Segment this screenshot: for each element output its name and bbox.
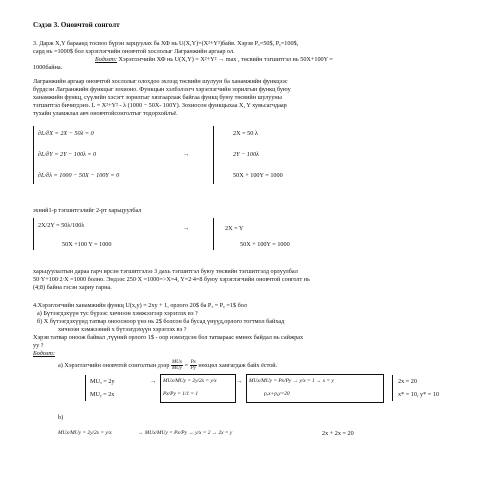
p2-line-3: ханамжийн функц, сүүлийн хэсэгт зорилгыг хязгаарлаж байгаа функц буюу төсвийн шулууны xyxy=(33,94,282,101)
system1-left-brace xyxy=(33,126,34,184)
a-step1-1: MUx/MUy = 2y/2x = y/x xyxy=(163,378,217,384)
p3-line-1: харьцуулалтын дараа гарч ирсэн тэгшитгэлээ 3 дахь тэгшитгэл буюу төсвийн тэгшитгэлд орлуулбал xyxy=(33,268,298,275)
a-line: а) Хэрэглэгчийн оновчтой сонголтын дээр xyxy=(58,361,170,369)
section-heading: Сэдэв 3. Оновчтой сонголт xyxy=(33,21,120,29)
system1-right-brace xyxy=(213,126,214,184)
p3-line-2: 50∙Y+100∙2∙X =1000 болно. Эндээс 250∙X =1000=>X=4, Y=2∙4=8 буюу хэрэглэгчийн оновчтой сонголт нь xyxy=(33,276,310,283)
a-result-1: 2x = 20 xyxy=(398,378,417,385)
bodolt2-label: Бодолт: xyxy=(33,350,55,357)
a-mu-2: MUᵧ = 2x xyxy=(90,391,115,398)
a-step1-2: Px/Py = 1/1 = 1 xyxy=(163,391,199,397)
p2-line-2: бүрдсэн Лагранжийн функцыг зохионо. Функцын хэлбэлзэгч хэрэглэгчийн зорилгын функц буюу xyxy=(33,86,291,93)
sys2-left-eq-1: 2X/2Y = 50λ/100λ xyxy=(38,222,85,229)
sys1-left-eq-3: ∂L/∂λ = 1000 − 50X − 100Y = 0 xyxy=(38,172,120,179)
a-frac-left: $\frac{\text{MUx}}{\text{MUy}}$ xyxy=(171,360,182,371)
sys1-right-eq-3: 50X + 100Y = 1000 xyxy=(233,172,283,179)
p4-line-5: Хэрэв татвар оноож байвал ,түүний орлого 1$ - оор нэмэгдсэн бол татвараас өмнөх байдал нь сайжрах xyxy=(33,334,304,341)
b-line-1: MUx/MUy = 2y/2x = y/x xyxy=(58,430,112,436)
a-line-tail: нөхцөл хангагдаж байх ёстой. xyxy=(198,361,278,369)
sys2-arrow: → xyxy=(183,225,190,232)
b-line-2: → MUx/MUy = Px/Py → y/x = 2 → 2x = y xyxy=(138,430,233,436)
p4-line-6: уу ? xyxy=(33,342,44,349)
p2-line-4: тэгшитгэл бичигдэнэ. L = X²+Y² - λ (1000 − 50X- 100Y). Зохиосон функцыхаа X, Y хувьсагчдаар xyxy=(33,102,287,109)
a-mu-1: MUₓ = 2y xyxy=(90,378,115,385)
a-result-2: x* = 10, y* = 10 xyxy=(398,391,440,398)
p4-line-4: хичнээн хэмжээний х бүтээгдэхүүн хэрэглэх вэ ? xyxy=(58,326,187,333)
sys2-left-eq-2: 50X +100 Y = 1000 xyxy=(62,241,112,248)
a-frac-right: $\frac{Px}{Py}$ xyxy=(190,360,196,371)
p4-line-3: б) X бүтээгдэхүүнд татвар оноосноор үнэ нь 2$ болсон ба бусад үнүүд,орлого тогтмол байхад xyxy=(37,318,285,325)
sys1-left-eq-2: ∂L/∂Y = 2Y − 100λ = 0 xyxy=(38,151,97,158)
a-arrow-2: → xyxy=(236,378,243,385)
p2-line-5: тухайн уламжлал авч оновчтойсонголтыг тодорхойлъё. xyxy=(33,110,178,117)
p4-line-1: 4.Хэрэглэгчийн ханамжийн функц U(x,y) = 2xy + 1, орлого 20$ ба Pₓ = Pᵧ =1$ бол xyxy=(33,302,247,309)
sys1-right-eq-2: 2Y − 100λ xyxy=(233,151,259,158)
a-arrow-1: → xyxy=(150,378,157,385)
sys1-arrow: → xyxy=(183,151,190,158)
p1-line-1: 3. Дарж X,Y бараанд тосвоо бүрэн зарцуулах ба ХФ нь U(X,Y)=(X²+Y²)байв. Хэрэв Pₓ=50$, Pᵧ=100$, xyxy=(33,40,299,47)
p1-line-2: сард нь =1000$ бол хэрэглэгчийн оновчтой хослолыг Лагранжийн аргаар ол. xyxy=(33,48,235,55)
system2-left-brace xyxy=(33,218,34,250)
sys1-left-eq-1: ∂L/∂X = 2X − 50λ = 0 xyxy=(38,130,94,137)
a-step2-1: MUx/MUy = Px/Py → y/x = 1 → x = y xyxy=(249,378,334,384)
a-mu-brace xyxy=(85,375,86,401)
bodolt-label: Бодолт: xyxy=(95,56,117,63)
b-label: b) xyxy=(58,414,64,421)
a-step2-2: pₓx+pᵧy=20 xyxy=(264,391,290,397)
sys2-right-eq-2: 50X + 100Y = 1000 xyxy=(240,241,290,248)
sys2-right-eq-1: 2X = Y xyxy=(225,225,244,232)
p1-rest-line-1: Хэрэглэгчийн ХФ нь U(X,Y) = X²+Y² → max , төсвийн тэгшитгэл нь 50X+100Y = xyxy=(118,56,333,63)
sys1-right-eq-1: 2X = 50 λ xyxy=(233,130,258,137)
b-line-3: 2x + 2x = 20 xyxy=(322,430,354,437)
system2-right-brace xyxy=(213,218,214,250)
p1-rest-line-2: 1000байна. xyxy=(33,64,63,71)
p3-line-3: (4;8) байна гэсэн хариу гарна. xyxy=(33,284,112,291)
p2-line-1: Лагранжийн аргаар оновчтой хослолыг олохдоо эхлээд төсвийн шулуун ба ханамжийн функцээс xyxy=(33,78,288,85)
document-page: Сэдэв 3. Оновчтой сонголт 3. Дарж X,Y бараанд тосвоо бүрэн зарцуулах ба ХФ нь U(X,Y)=(X²+Y²)байв. Хэрэв Pₓ=50$, Pᵧ=100$, сард нь =1000$ бол хэрэглэгчийн оновчтой хослолыг Лагранжийн аргаар ол. Бодолт: Хэрэглэгчийн ХФ нь U(X,Y) = X²+Y² → max , төсвийн тэгшитгэл нь 50X+100Y = 1000байна. Лагранжийн аргаар оновчтой хослолыг олохдоо эхлээд төсвийн шулуун ба ханамжийн функцээс бүрдсэн Лагранжийн функцыг зохионо. Функцын хэлбэлзэгч хэрэглэгчийн зорилгын функц буюу ханамжийн функц, сүүлийн хэсэгт зорилгыг хязгаарлаж байгаа функц буюу төсвийн шулууны тэгшитгэл бичигдэнэ. L = X²+Y² - λ (1000 − 50X- 100Y). Зохиосон функцыхаа X, Y хувьсагчдаар тухайн уламжлал авч оновчтойсонголтыг тодорхойлъё. ∂L/∂X = 2X − 50λ = 0 ∂L/∂Y = 2Y − 100λ = 0 ∂L/∂λ = 1000 − 50X − 100Y = 0 → 2X = 50 λ 2Y − 100λ 50X + 100Y = 1000 эхний1-р тэгшитгэлийг 2-рт харьцуулбал 2X/2Y = 50λ/100λ 50X +100 Y = 1000 → 2X = Y 50X + 100Y = 1000 харьцуулалтын дараа гарч ирсэн тэгшитгэлээ 3 дахь тэгшитгэл буюу төсвийн тэгшитгэлд орлуулбал 50∙Y+100∙2∙X =1000 болно. Эндээс 250∙X =1000=>X=4, Y=2∙4=8 буюу хэрэглэгчийн оновчтой сонголт нь (4;8) байна гэсэн хариу гарна. 4.Хэрэглэгчийн ханамжийн функц U(x,y) = 2xy + 1, орлого 20$ ба Pₓ = Pᵧ =1$ бол а) Бүтээгдэхүүн тус бүрээс хичнээн хэмжээгээр хэрэглэх вэ ? б) X бүтээгдэхүүнд татвар оноосноор үнэ нь 2$ болсон ба бусад үнүүд,орлого тогтмол байхад хичнээн хэмжээний х бүтээгдэхүүн хэрэглэх вэ ? Хэрэв татвар оноож байвал ,түүний орлого 1$ - оор нэмэгдсэн бол татвараас өмнөх байдал нь сайжрах уу ? Бодолт: а) Хэрэглэгчийн оновчтой сонголтын дээр $\frac{\text{MUx}}{\text{MUy}}$ = $\frac{Px}{Py}$ нөхцөл хангагдаж байх ёстой. MUₓ = 2y MUᵧ = 2x → MUx/MUy = 2y/2x = y/x Px/Py = 1/1 = 1 → MUx/MUy = Px/Py → y/x = 1 → x = y pₓx+pᵧy=20 2x = 20 x* = 10, y* = 10 b) MUx/MUy = 2y/2x = y/x → MUx/MUy = Px/Py → y/x = 2 → 2x = y 2x + 2x = 20 xyxy=(33,21,440,437)
p4-line-2: а) Бүтээгдэхүүн тус бүрээс хичнээн хэмжээгээр хэрэглэх вэ ? xyxy=(37,310,198,317)
a-result-brace xyxy=(392,375,393,401)
eq-note: эхний1-р тэгшитгэлийг 2-рт харьцуулбал xyxy=(33,207,142,214)
